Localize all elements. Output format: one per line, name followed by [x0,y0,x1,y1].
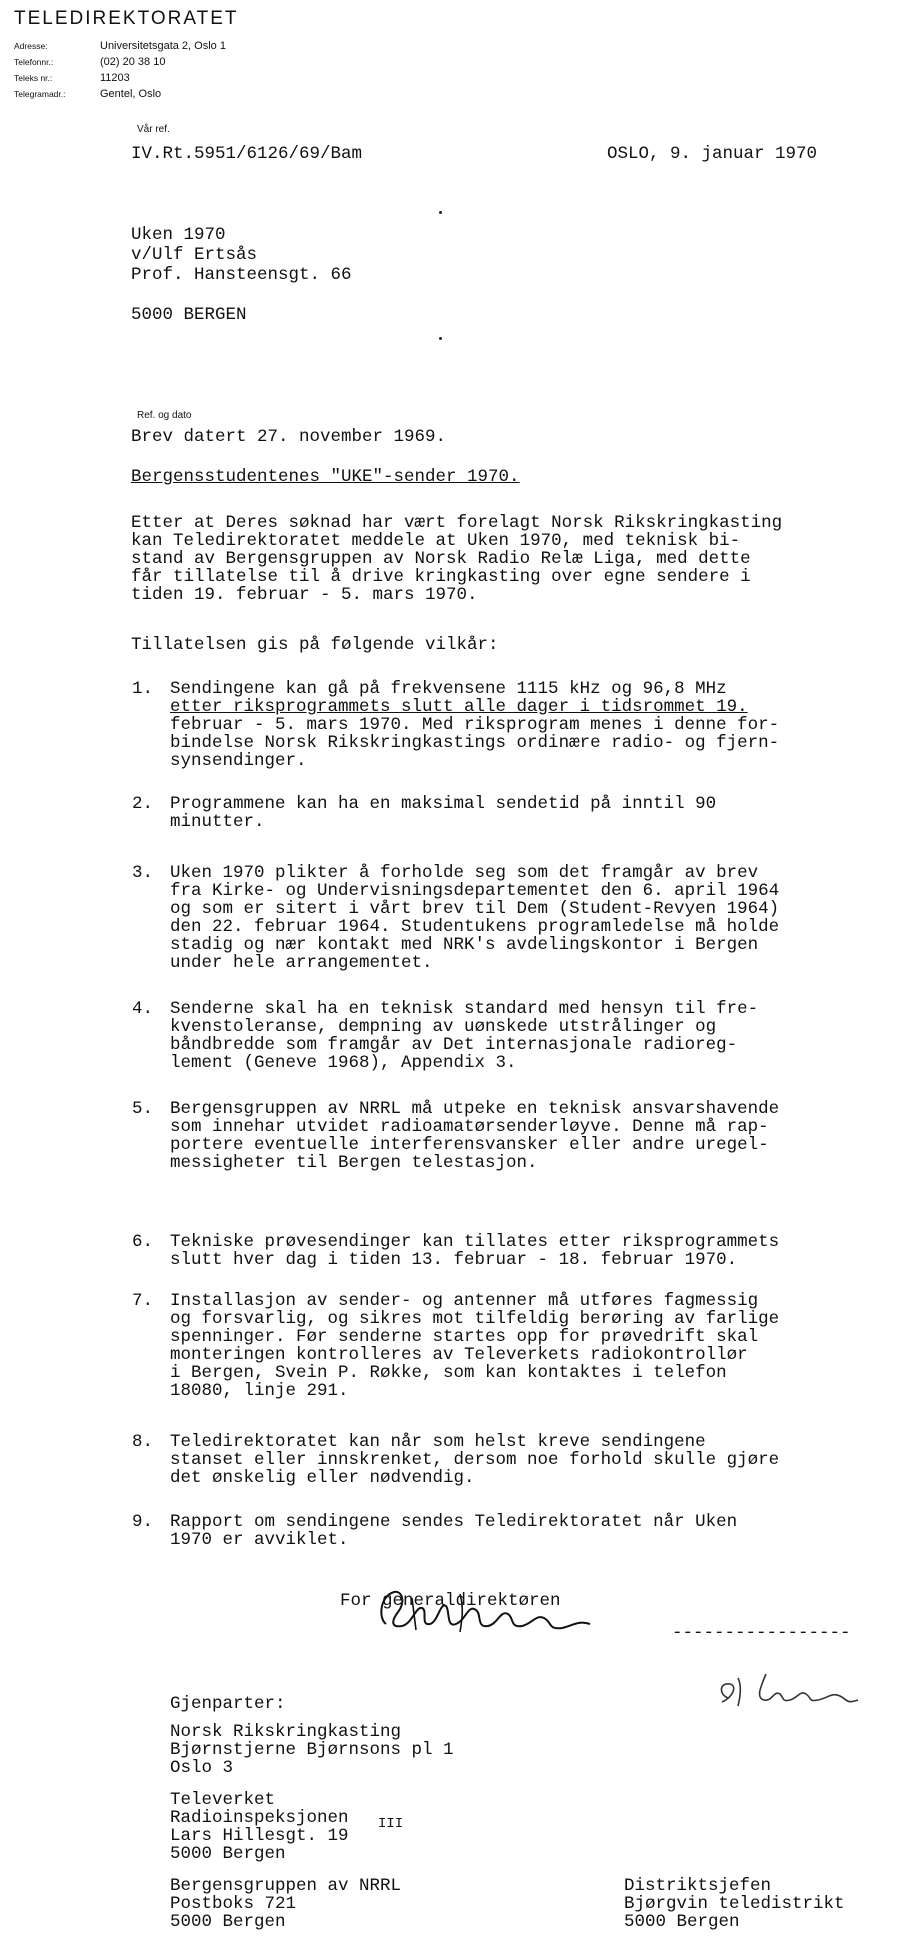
condition-line: messigheter til Bergen telestasjon. [170,1153,538,1173]
condition-line: og som er sitert i vårt brev til Dem (Student-Revyen 1964) [170,899,780,919]
condition-number: 6. [132,1232,154,1252]
second-signature-graphic [708,1668,878,1710]
recipient-line: Uken 1970 [131,225,226,245]
ref-date-value: Brev datert 27. november 1969. [131,427,447,447]
copy-recipient-line: 5000 Bergen [170,1912,286,1932]
letter-date: OSLO, 9. januar 1970 [607,144,818,164]
letterhead-value: Universitetsgata 2, Oslo 1 [100,40,226,52]
copy-recipient-line: 5000 Bergen [170,1844,286,1864]
condition-number: 5. [132,1099,154,1119]
letterhead-label: Telegramadr.: [14,89,66,99]
intro-line: får tillatelse til å drive kringkasting over egne sendere i [131,567,751,587]
condition-line: under hele arrangementet. [170,953,433,973]
condition-number: 1. [132,679,154,699]
condition-line: Tekniske prøvesendinger kan tillates etter riksprogrammets [170,1232,780,1252]
condition-line: stanset eller innskrenket, dersom noe forhold skulle gjøre [170,1450,780,1470]
conditions-intro: Tillatelsen gis på følgende vilkår: [131,635,499,655]
letterhead-row [14,56,226,72]
copy-recipient-line: Radioinspeksjonen [170,1808,349,1828]
superscript-mark: III [378,1816,404,1832]
copy-recipient-line: Norsk Rikskringkasting [170,1722,402,1742]
copy-recipient-line: Lars Hillesgt. 19 [170,1826,349,1846]
intro-line: Etter at Deres søknad har vært forelagt Norsk Rikskringkasting [131,513,783,533]
condition-line: 18080, linje 291. [170,1381,349,1401]
copy-recipient-line: Oslo 3 [170,1758,234,1778]
closing-line: For generaldirektøren [340,1591,561,1611]
condition-item [132,1099,780,1226]
condition-line: minutter. [170,812,265,832]
condition-line: Programmene kan ha en maksimal sendetid på inntil 90 [170,794,717,814]
condition-line: det ønskelig eller nødvendig. [170,1468,475,1488]
condition-line: Senderne skal ha en teknisk standard med hensyn til fre- [170,999,759,1019]
letterhead-row [14,72,226,88]
letterhead-row [14,88,226,104]
letterhead-label: Teleks nr.: [14,73,53,83]
condition-number: 9. [132,1512,154,1532]
condition-line: portere eventuelle interferensvansker eller andre uregel- [170,1135,769,1155]
condition-line: Uken 1970 plikter å forholde seg som det framgår av brev [170,863,759,883]
letterhead-value: 11203 [100,72,130,84]
copy-recipient-line: Bjørnstjerne Bjørnsons pl 1 [170,1740,454,1760]
condition-number: 4. [132,999,154,1019]
condition-line: spenninger. Før senderne startes opp for prøvedrift skal [170,1327,759,1347]
letterhead-value: Gentel, Oslo [100,88,162,100]
condition-line: Installasjon av sender- og antenner må utføres fagmessig [170,1291,759,1311]
letterhead-details [14,40,226,104]
copies-label: Gjenparter: [170,1694,286,1714]
copy-recipient-line: Postboks 721 [170,1894,297,1914]
condition-line: lement (Geneve 1968), Appendix 3. [170,1053,517,1073]
condition-number: 8. [132,1432,154,1452]
our-ref-value: IV.Rt.5951/6126/69/Bam [131,144,363,164]
intro-line: tiden 19. februar - 5. mars 1970. [131,585,478,605]
signature-graphic [372,1584,602,1640]
letterhead-row [14,40,226,56]
condition-line: stadig og nær kontakt med NRK's avdelingskontor i Bergen [170,935,759,955]
recipient-line: v/Ulf Ertsås [131,245,258,265]
condition-line: bindelse Norsk Rikskringkastings ordinære radio- og fjern- [170,733,780,753]
condition-line: synsendinger. [170,751,307,771]
intro-line: stand av Bergensgruppen av Norsk Radio Relæ Liga, med dette [131,549,751,569]
intro-line: kan Teledirektoratet meddele at Uken 1970, med teknisk bi- [131,531,741,551]
condition-line: etter riksprogrammets slutt alle dager i tidsrommet 19. [170,697,748,717]
copy-recipient-line: Televerket [170,1790,276,1810]
condition-line: båndbredde som framgår av Det internasjonale radioreg- [170,1035,738,1055]
letterhead-label: Telefonnr.: [14,57,54,67]
condition-line: og forsvarlig, og sikres mot tilfeldig berøring av farlige [170,1309,780,1329]
recipient-line: Prof. Hansteensgt. 66 [131,265,352,285]
copy-recipient-line: Bergensgruppen av NRRL [170,1876,402,1896]
recipient-line: 5000 BERGEN [131,305,247,325]
condition-line: 1970 er avviklet. [170,1530,349,1550]
signature-line-dashes: ----------------- [672,1623,851,1643]
condition-line: Rapport om sendingene sendes Teledirektoratet når Uken [170,1512,738,1532]
condition-line: Bergensgruppen av NRRL må utpeke en teknisk ansvarshavende [170,1099,780,1119]
condition-line: kvenstoleranse, dempning av uønskede utstrålinger og [170,1017,717,1037]
condition-line: som innehar utvidet radioamatørsenderløyve. Denne må rap- [170,1117,769,1137]
district-line: Bjørgvin teledistrikt [624,1894,845,1914]
condition-line: fra Kirke- og Undervisningsdepartementet den 6. april 1964 [170,881,780,901]
district-line: 5000 Bergen [624,1912,740,1932]
condition-line: slutt hver dag i tiden 13. februar - 18. februar 1970. [170,1250,738,1270]
district-line: Distriktsjefen [624,1876,772,1896]
fold-mark [439,337,442,340]
condition-line: monteringen kontrolleres av Televerkets radiokontrollør [170,1345,748,1365]
our-ref-label: Vår ref. [137,124,170,135]
condition-number: 7. [132,1291,154,1311]
ref-date-label: Ref. og dato [137,410,192,421]
fold-mark [439,211,442,214]
organization-name: TELEDIREKTORATET [14,8,239,29]
condition-line: den 22. februar 1964. Studentukens programledelse må holde [170,917,780,937]
condition-line: februar - 5. mars 1970. Med riksprogram menes i denne for- [170,715,780,735]
condition-number: 2. [132,794,154,814]
condition-line: Sendingene kan gå på frekvensene 1115 kHz og 96,8 MHz [170,679,727,699]
condition-line: Teledirektoratet kan når som helst kreve sendingene [170,1432,706,1452]
condition-line: i Bergen, Svein P. Røkke, som kan kontaktes i telefon [170,1363,727,1383]
letterhead-value: (02) 20 38 10 [100,56,166,68]
condition-number: 3. [132,863,154,883]
letterhead-label: Adresse: [14,41,48,51]
subject-line: Bergensstudentenes "UKE"-sender 1970. [131,467,520,487]
